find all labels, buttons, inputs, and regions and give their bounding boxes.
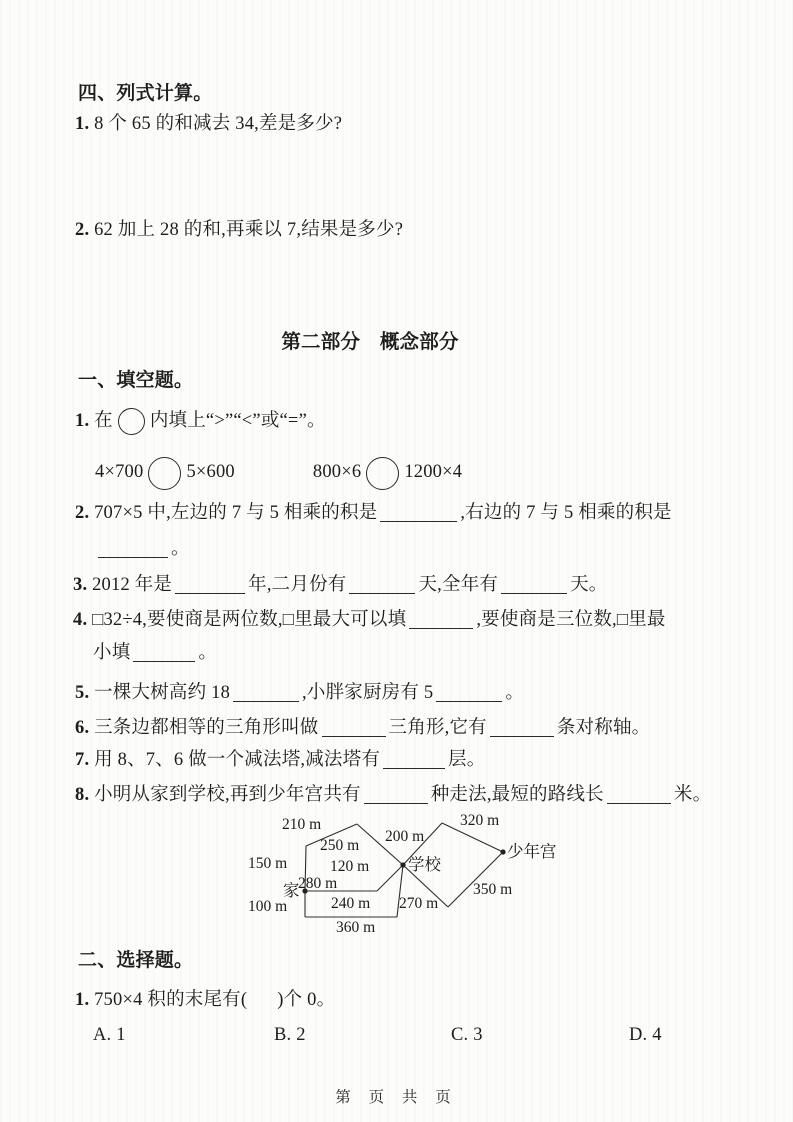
text-run: 小填: [93, 643, 131, 663]
text-run: 用 8、7、6 做一个减法塔,减法塔有: [89, 750, 381, 770]
part2-title: 第二部分 概念部分: [281, 332, 459, 353]
distance-label-350: 350 m: [473, 881, 513, 898]
blank-field: [501, 579, 567, 594]
section-heading-choice: 二、选择题。: [78, 950, 194, 971]
text-run: 750×4 积的末尾有(: [89, 990, 248, 1010]
text-run: 1.: [75, 990, 90, 1010]
text-run: 天,全年有: [418, 575, 499, 595]
text-run: ,要使商是三位数,□里最: [476, 610, 666, 630]
blank-field: [380, 507, 457, 522]
text-run: 三角形,它有: [388, 718, 487, 738]
calc-problem-1: [75, 113, 342, 136]
text-run: 800×6: [312, 462, 362, 483]
blank-field: [364, 789, 428, 804]
text-run: 1200×4: [404, 462, 463, 483]
distance-label-360: 360 m: [336, 919, 376, 936]
fill-problem-3: [73, 574, 608, 597]
text-run: 1.: [75, 410, 90, 431]
blank-field: [98, 543, 168, 558]
text-run: 4×700: [95, 462, 144, 483]
text-run: 2.: [75, 220, 90, 240]
answer-circle: [148, 457, 181, 490]
fill-problem-1: [75, 408, 326, 435]
text-run: 米。: [673, 785, 712, 805]
page-footer: 第 页 共 页: [335, 1089, 458, 1106]
palace-label: 少年宫: [507, 842, 557, 861]
blank-field: [607, 789, 671, 804]
text-run: 年,二月份有: [248, 575, 347, 595]
fill-problem-8: [75, 784, 711, 807]
text-run: ,小胖家厨房有 5: [302, 683, 434, 703]
distance-label-280: 280 m: [298, 875, 338, 892]
fill-problem-2-line2: [95, 538, 190, 561]
blank-field: [349, 579, 415, 594]
blank-field: [233, 687, 299, 702]
answer-circle: [366, 457, 399, 490]
text-run: 707×5 中,左边的 7 与 5 相乘的积是: [89, 503, 378, 523]
distance-label-250: 250 m: [320, 837, 360, 854]
distance-label-240: 240 m: [331, 895, 371, 912]
distance-label-320: 320 m: [460, 812, 500, 829]
text-run: 6.: [75, 718, 90, 738]
calc-problem-2: [75, 219, 403, 242]
text-run: 2.: [75, 503, 90, 523]
fill-problem-4-line2: [93, 642, 217, 665]
edge-350: [448, 852, 503, 907]
blank-field: [409, 614, 473, 629]
text-run: 。: [198, 643, 218, 663]
option-c: C. 3: [451, 1025, 483, 1045]
text-run: )个 0。: [277, 990, 336, 1010]
text-run: 条对称轴。: [556, 718, 651, 738]
text-run: 8.: [75, 785, 90, 805]
text-run: ,右边的 7 与 5 相乘的积是: [460, 503, 672, 523]
text-run: □32÷4,要使商是两位数,□里最大可以填: [87, 610, 407, 630]
fill-problem-5: [75, 682, 524, 705]
choice-problem-1: [75, 989, 335, 1012]
distance-label-100: 100 m: [248, 898, 288, 915]
text-run: 3.: [73, 575, 88, 595]
text-run: 天。: [570, 575, 608, 595]
fill-problem-2-line1: [75, 502, 672, 525]
text-run: 层。: [448, 750, 486, 770]
school-label: 学校: [408, 855, 441, 874]
text-run: 内填上“>”“<”或“=”。: [149, 410, 326, 431]
text-run: 1.: [75, 114, 90, 134]
blank-field: [436, 687, 502, 702]
text-run: 一棵大树高约 18: [89, 683, 231, 703]
text-run: 三条边都相等的三角形叫做: [89, 718, 319, 738]
blank-field: [322, 722, 386, 737]
distance-label-270: 270 m: [399, 895, 439, 912]
answer-circle: [118, 408, 145, 435]
section-heading-calculation: 四、列式计算。: [78, 83, 213, 104]
option-d: D. 4: [629, 1025, 662, 1045]
distance-label-200: 200 m: [385, 828, 425, 845]
fill-problem-6: [75, 717, 650, 740]
text-run: 种走法,最短的路线长: [430, 785, 604, 805]
distance-label-150: 150 m: [248, 855, 288, 872]
text-run: 8 个 65 的和减去 34,差是多少?: [89, 114, 343, 134]
home-label: 家: [283, 881, 300, 900]
section-heading-fill-blank: 一、填空题。: [78, 370, 194, 391]
text-run: 。: [171, 539, 190, 559]
text-run: 。: [505, 683, 525, 703]
text-run: 5.: [75, 683, 90, 703]
blank-field: [490, 722, 554, 737]
choice-options-row: [0, 1024, 793, 1048]
text-run: 4.: [73, 610, 88, 630]
text-run: 小明从家到学校,再到少年宫共有: [89, 785, 361, 805]
school-dot: [400, 862, 405, 867]
text-run: 在: [89, 410, 113, 431]
distance-label-120: 120 m: [330, 858, 370, 875]
edge-120: [377, 865, 403, 891]
fill-problem-4-line1: [73, 609, 666, 632]
fill-problem-1-expressions: [95, 456, 462, 490]
blank-field: [175, 579, 245, 594]
text-run: 62 加上 28 的和,再乘以 7,结果是多少?: [89, 220, 404, 240]
text-run: 7.: [75, 750, 90, 770]
route-diagram: [230, 810, 570, 945]
blank-field: [383, 754, 445, 769]
palace-dot: [500, 849, 505, 854]
fill-problem-7: [75, 749, 485, 772]
distance-label-210: 210 m: [282, 816, 322, 833]
option-b: B. 2: [274, 1025, 306, 1045]
text-run: 2012 年是: [87, 575, 173, 595]
option-a: A. 1: [93, 1025, 126, 1045]
blank-field: [133, 647, 195, 662]
text-run: 5×600: [186, 462, 235, 483]
